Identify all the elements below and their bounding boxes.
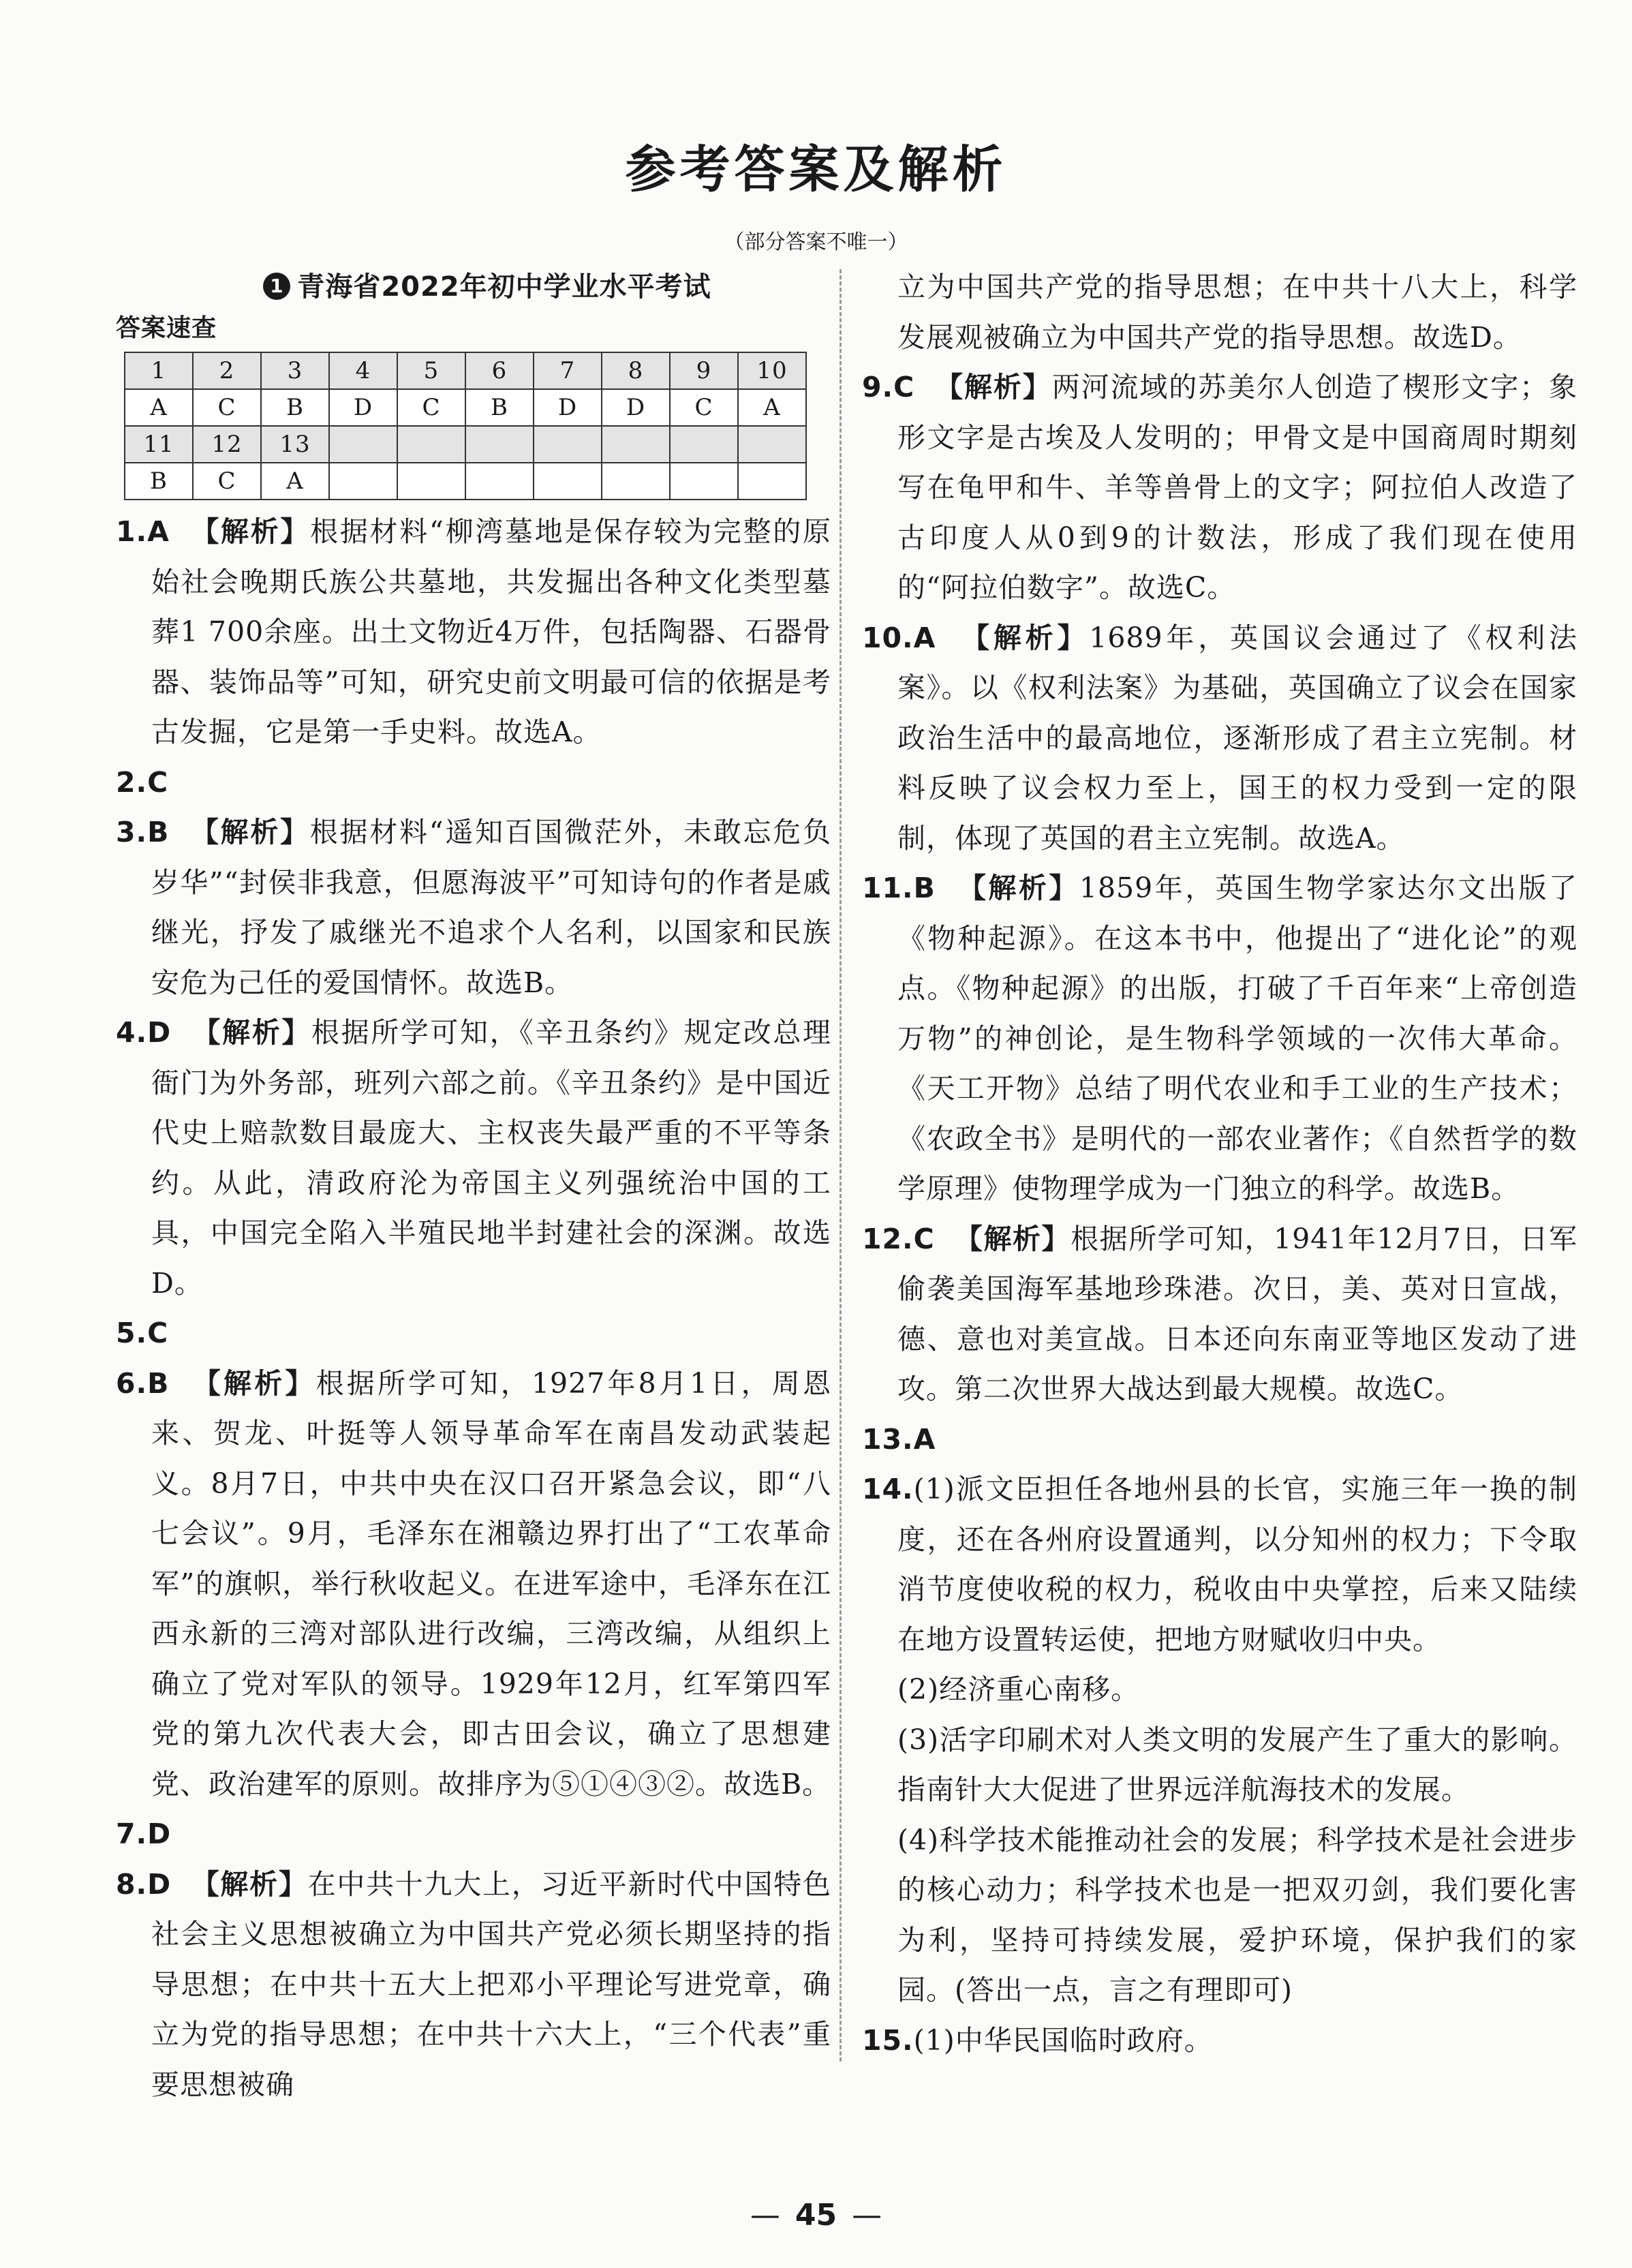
table-cell: D <box>534 389 602 426</box>
item-answer: A <box>913 1422 936 1456</box>
exam-title <box>143 266 831 308</box>
table-cell <box>670 463 738 500</box>
answer-table-row <box>125 426 806 463</box>
table-cell: C <box>397 389 465 426</box>
table-cell: 1 <box>125 352 193 389</box>
item-number: 2. <box>116 765 148 799</box>
table-cell: 3 <box>261 352 329 389</box>
answer-item-5 <box>116 1308 831 1359</box>
sub-answer-4: (4)科学技术能推动社会的发展；科学技术是社会进步的核心动力；科学技术也是一把双刃剑，我们要化害为利，坚持可持续发展，爱护环境，保护我们的家园。(答出一点，言之有理即可) <box>897 1823 1577 2006</box>
table-cell: D <box>329 389 397 426</box>
table-cell: A <box>261 463 329 500</box>
table-cell <box>670 426 738 463</box>
table-cell: 11 <box>125 426 193 463</box>
table-cell: B <box>465 389 534 426</box>
page-dash-left: — <box>750 2198 780 2233</box>
table-cell <box>465 426 534 463</box>
answer-item-4 <box>116 1008 831 1308</box>
item-answer: A <box>147 515 170 548</box>
answer-item-10 <box>862 613 1577 864</box>
analysis-text: 两河流域的苏美尔人创造了楔形文字；象形文字是古埃及人发明的；甲骨文是中国商周时期刻写在龟甲和牛、羊等兽骨上的文字；阿拉伯人改造了古印度人从0到9的计数法，形成了我们现在使用的“阿拉伯数字”。故选C。 <box>897 371 1577 604</box>
answer-item-7 <box>116 1809 831 1860</box>
item-answer: C <box>147 765 169 799</box>
item-number: 15. <box>862 2023 914 2057</box>
answer-item-3 <box>116 808 831 1008</box>
analysis-tag: 【解析】 <box>191 515 311 548</box>
analysis-tag: 【解析】 <box>190 816 310 848</box>
item-answer: A <box>913 621 936 654</box>
table-cell <box>329 463 397 500</box>
table-cell: B <box>261 389 329 426</box>
item-number: 3. <box>116 816 148 848</box>
answer-item-13 <box>862 1415 1577 1465</box>
table-cell <box>602 463 670 500</box>
sub-answer-1: (1)派文臣担任各地州县的长官，实施三年一换的制度，还在各州府设置通判，以分知州的权力；下令取消节度使收税的权力，税收由中央掌控，后来又陆续在地方设置转运使，把地方财赋收归中央。 <box>897 1473 1577 1656</box>
table-cell <box>534 463 602 500</box>
sub-answer-2: (2)经济重心南移。 <box>897 1673 1140 1706</box>
analysis-text: 根据所学可知，《辛丑条约》规定改总理衙门为外务部，班列六部之前。《辛丑条约》是中国近代史上赔款数目最庞大、主权丧失最严重的不平等条约。从此，清政府沦为帝国主义列强统治中国的工具，中国完全陷入半殖民地半封建社会的深渊。故选D。 <box>151 1016 831 1300</box>
analysis-tag: 【解析】 <box>935 371 1052 403</box>
analysis-text: 根据材料“遥知百国微茫外，未敢忘危负岁华”“封侯非我意，但愿海波平”可知诗句的作者是戚继光，抒发了戚继光不追求个人名利，以国家和民族安危为己任的爱国情怀。故选B。 <box>151 816 831 999</box>
item-answer: C <box>147 1317 169 1349</box>
analysis-tag: 【解析】 <box>191 1867 308 1901</box>
table-cell: A <box>125 389 193 426</box>
page-number-value: 45 <box>795 2198 837 2233</box>
analysis-tag: 【解析】 <box>957 872 1079 904</box>
table-cell: A <box>738 389 806 426</box>
sub-answer-1: (1)中华民国临时政府。 <box>913 2023 1213 2057</box>
item-answer: B <box>147 1366 170 1400</box>
answer-item-8-continued <box>862 262 1577 363</box>
answer-item-8 <box>116 1860 831 2111</box>
table-cell: 10 <box>738 352 806 389</box>
table-cell <box>534 426 602 463</box>
answer-item-6 <box>116 1359 831 1810</box>
table-cell: 4 <box>329 352 397 389</box>
table-cell: C <box>193 463 261 500</box>
analysis-tag: 【解析】 <box>192 1366 316 1400</box>
page-subtitle: （部分答案不唯一） <box>724 230 908 254</box>
right-column <box>862 262 1577 2066</box>
item-answer: B <box>913 872 936 904</box>
table-cell: 5 <box>397 352 465 389</box>
answer-table-row <box>125 463 806 500</box>
exam-name: 青海省2022年初中学业水平考试 <box>297 271 711 303</box>
column-divider <box>840 269 842 2062</box>
analysis-text: 立为中国共产党的指导思想；在中共十八大上，科学发展观被确立为中国共产党的指导思想。故选D。 <box>897 271 1577 354</box>
analysis-text: 在中共十九大上，习近平新时代中国特色社会主义思想被确立为中国共产党必须长期坚持的指导思想；在中共十五大上把邓小平理论写进党章，确立为党的指导思想；在中共十六大上，“三个代表”重要思想被确 <box>151 1867 831 2101</box>
table-cell: C <box>670 389 738 426</box>
item-number: 9. <box>862 371 894 403</box>
page-dash-right: — <box>852 2198 882 2233</box>
table-cell <box>738 426 806 463</box>
analysis-tag: 【解析】 <box>961 621 1090 654</box>
left-column <box>116 266 831 2110</box>
table-cell: C <box>193 389 261 426</box>
table-cell: 7 <box>534 352 602 389</box>
table-cell: 8 <box>602 352 670 389</box>
item-number: 6. <box>116 1366 148 1400</box>
answer-table-row <box>125 389 806 426</box>
table-cell <box>397 426 465 463</box>
exam-number-badge: 1 <box>263 273 290 300</box>
answer-item-11 <box>862 863 1577 1214</box>
table-cell <box>738 463 806 500</box>
table-cell <box>397 463 465 500</box>
table-cell: 9 <box>670 352 738 389</box>
table-cell: 13 <box>261 426 329 463</box>
answer-item-14 <box>862 1465 1577 2016</box>
item-answer: C <box>893 371 915 403</box>
analysis-text: 1859年，英国生物学家达尔文出版了《物种起源》。在这本书中，他提出了“进化论”的观点。《物种起源》的出版，打破了千百年来“上帝创造万物”的神创论，是生物科学领域的一次伟大革命。《天工开物》总结了明代农业和手工业的生产技术；《农政全书》是明代的一部农业著作；《自然哲学的数学原理》使物理学成为一门独立的科学。故选B。 <box>897 872 1578 1205</box>
analysis-text: 根据所学可知，1927年8月1日，周恩来、贺龙、叶挺等人领导革命军在南昌发动武装起义。8月7日，中共中央在汉口召开紧急会议，即“八七会议”。9月，毛泽东在湘赣边界打出了“工农革命军”的旗帜，举行秋收起义。在进军途中，毛泽东在江西永新的三湾对部队进行改编，三湾改编，从组织上确立了党对军队的领导。1929年12月，红军第四军党的第九次代表大会，即古田会议，确立了思想建党、政治建军的原则。故排序为⑤①④③②。故选B。 <box>151 1366 832 1800</box>
analysis-tag: 【解析】 <box>192 1016 311 1049</box>
table-cell <box>465 463 534 500</box>
quick-answer-heading: 答案速查 <box>116 314 217 342</box>
item-number: 14. <box>862 1473 914 1505</box>
item-answer: D <box>147 1818 172 1850</box>
table-cell <box>602 426 670 463</box>
answer-item-15 <box>862 2016 1577 2066</box>
answer-item-2 <box>116 758 831 808</box>
item-number: 11. <box>862 872 914 904</box>
answer-table-row <box>125 352 806 389</box>
analysis-tag: 【解析】 <box>954 1222 1071 1255</box>
page-number <box>0 2198 1632 2233</box>
item-answer: D <box>147 1016 172 1049</box>
table-cell: 6 <box>465 352 534 389</box>
analysis-text: 根据材料“柳湾墓地是保存较为完整的原始社会晚期氏族公共墓地，共发掘出各种文化类型墓葬1 700余座。出土文物近4万件，包括陶器、石器骨器、装饰品等”可知，研究史前文明最可信的依据是考古发掘，它是第一手史料。故选A。 <box>151 515 831 748</box>
item-number: 13. <box>862 1422 914 1456</box>
table-cell: 2 <box>193 352 261 389</box>
analysis-text: 1689年，英国议会通过了《权利法案》。以《权利法案》为基础，英国确立了议会在国家政治生活中的最高地位，逐渐形成了君主立宪制。材料反映了议会权力至上，国王的权力受到一定的限制，体现了英国的君主立宪制。故选A。 <box>897 621 1577 855</box>
answer-item-1 <box>116 507 831 758</box>
item-number: 5. <box>116 1317 148 1349</box>
item-number: 10. <box>862 621 914 654</box>
item-number: 1. <box>116 515 148 548</box>
answer-table <box>124 352 807 500</box>
sub-answer-3: (3)活字印刷术对人类文明的发展产生了重大的影响。指南针大大促进了世界远洋航海技术的发展。 <box>897 1723 1577 1806</box>
item-number: 7. <box>116 1818 148 1850</box>
item-answer: B <box>147 816 170 848</box>
table-cell <box>329 426 397 463</box>
answer-item-12 <box>862 1214 1577 1415</box>
answer-item-9 <box>862 363 1577 613</box>
item-answer: D <box>147 1867 172 1901</box>
table-cell: D <box>602 389 670 426</box>
page-title: 参考答案及解析 <box>625 140 1007 199</box>
item-answer: C <box>913 1222 935 1255</box>
analysis-text: 根据所学可知，1941年12月7日，日军偷袭美国海军基地珍珠港。次日，美、英对日宣战，德、意也对美宣战。日本还向东南亚等地区发动了进攻。第二次世界大战达到最大规模。故选C。 <box>897 1222 1577 1405</box>
item-number: 12. <box>862 1222 914 1255</box>
table-cell: B <box>125 463 193 500</box>
table-cell: 12 <box>193 426 261 463</box>
item-number: 4. <box>116 1016 148 1049</box>
item-number: 8. <box>116 1867 148 1901</box>
